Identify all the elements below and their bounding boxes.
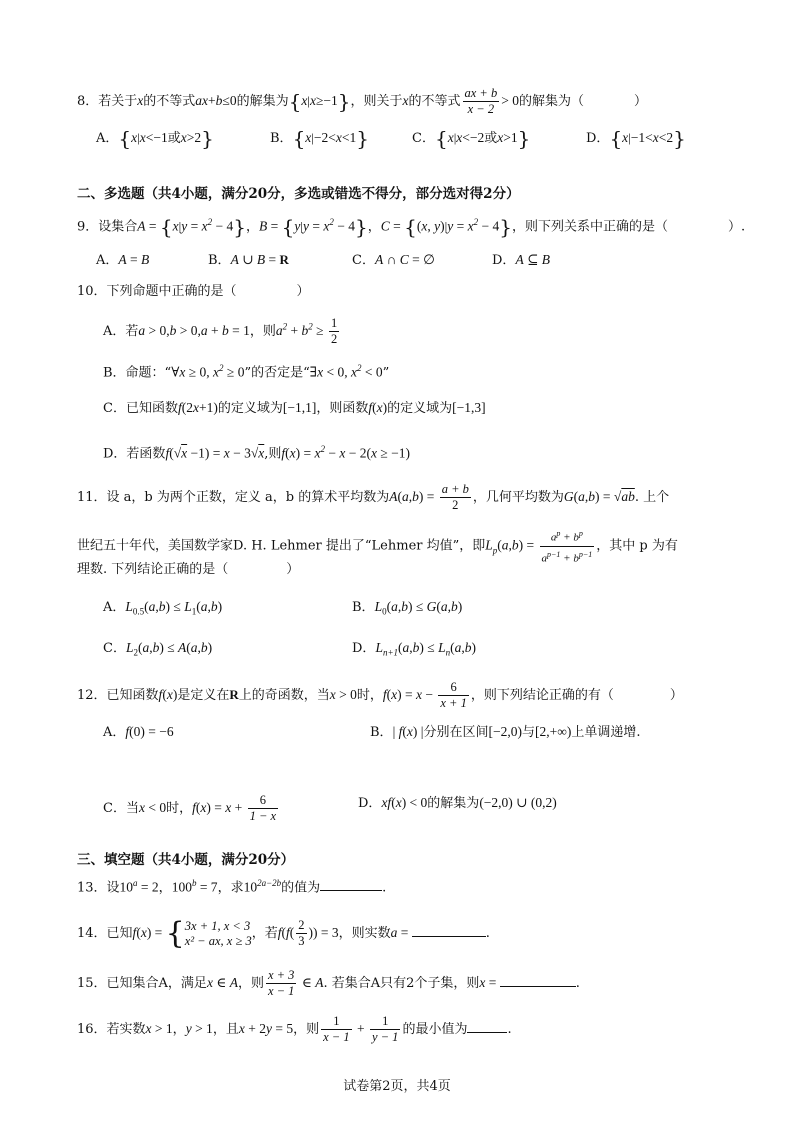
q10-option-a[interactable]: A．若a > 0,b > 0,a + b = 1，则$a^2 + b^2$ ≥ $\frac{1}{2}$: [103, 316, 338, 346]
q9-option-c[interactable]: C．A ∩ C = ∅: [352, 252, 435, 268]
q8-fraction: $\frac{ax + b}{x - 2}$: [464, 86, 498, 116]
q10-stem: 10．下列命题中正确的是（ ）: [77, 284, 310, 299]
q12-option-b[interactable]: B．| f(x) |分别在区间[−2,0)与[2,+∞)上单调递增.: [370, 724, 641, 740]
q12-option-d[interactable]: D．xf(x) < 0的解集为(−2,0) ∪ (0,2): [358, 795, 557, 811]
q11-option-d[interactable]: D．$L_{n+1}(a,b) \le L_n(a,b)$: [352, 640, 476, 658]
q9-option-d[interactable]: D．A ⊆ B: [492, 252, 550, 268]
q15-stem: 15．已知集合A，满足x ∈ A，则 $\frac{x + 3}{x - 1}$ ∈ A. 若集合A只有2个子集，则x = .: [77, 968, 580, 998]
q9-stem: 9．设集合$A = \{x|y = x^2 - 4\}$，$B = \{y|y = x^2 - 4\}$，C = {(x, $y)|y = x^2 - 4$}，则下列关系中正确的是（ ）.: [77, 214, 746, 239]
q10-option-b[interactable]: B．命题：“∀x ≥ 0, $x^2 \ge 0$”的否定是“∃x < 0, $x^2 < 0$”: [103, 363, 390, 381]
q12-stem: 12．已知函数f(x)是定义在R上的奇函数，当x > 0时，f(x) = x − $\frac{6}{x + 1}$ ，则下列结论正确的有（ ）: [77, 680, 683, 710]
q13-answer-blank[interactable]: [320, 876, 382, 891]
section-3-title: 三、填空题（共4小题，满分20分）: [77, 852, 295, 868]
q8-option-c[interactable]: C．{x|x<−2或x>1}: [412, 126, 531, 151]
q11-line-3: 理数. 下列结论正确的是（ ）: [77, 562, 300, 577]
q12-option-c[interactable]: C．当x < 0时，f(x) = x + $\frac{6}{1 - x}$: [103, 793, 277, 823]
q8-lead: 8．若关于: [77, 94, 138, 109]
q16-stem: 16．若实数x > 1，y > 1，且x + 2y = 5，则 $\frac{1}{x - 1}$ + $\frac{1}{y - 1}$ 的最小值为 .: [77, 1014, 512, 1044]
q8-option-b[interactable]: B．{x|−2<x<1}: [270, 126, 369, 151]
q14-stem: 14．已知f(x) = { 3x + 1, x < 3 x² − ax, x ≥ 3 ，若f(f( $\frac{2}{3}$ )) = 3，则实数a = .: [77, 915, 490, 951]
page-footer: 试卷第2页，共4页: [343, 1079, 451, 1094]
q9-option-a[interactable]: A．A = B: [96, 252, 150, 268]
q15-answer-blank[interactable]: [500, 972, 576, 987]
q8-option-d[interactable]: D．{x|−1<x<2}: [586, 126, 686, 151]
q11-line-1: 11．设 a，b 为两个正数，定义 a，b 的算术平均数为A(a,b) = $\frac{a + b}{2}$ ，几何平均数为G(a,b) = √ab. 上个: [77, 482, 670, 512]
q12-option-a[interactable]: A．f(0) = −6: [103, 724, 174, 740]
q10-option-c[interactable]: C．已知函数f(2x+1)的定义域为[−1,1]，则函数f(x)的定义域为[−1,3]: [103, 400, 486, 416]
q16-answer-blank[interactable]: [467, 1018, 507, 1033]
section-2-title: 二、多选题（共4小题，满分20分，多选或错选不得分，部分选对得2分）: [77, 186, 520, 202]
q14-answer-blank[interactable]: [412, 922, 486, 937]
q11-option-c[interactable]: C．$L_2(a,b) \le A(a,b)$: [103, 640, 213, 658]
q11-option-a[interactable]: A．$L_{0.5}(a,b) \le L_1(a,b)$: [103, 599, 223, 617]
q10-option-d[interactable]: D．若函数f(√x −1) = x − 3√x,则$f(x) = x^2 - x - 2(x \ge -1)$: [103, 444, 411, 462]
q11-line-2: 世纪五十年代，美国数学家D. H. Lehmer 提出了“Lehmer 均值”，即$L_p(a,b)$ = $\frac{a^p + b^p}{a^{p-1} + b^{p-1}}$ ，其中 p 为有: [77, 526, 678, 566]
q13-stem: 13．设$10^a = 2$，$100^b = 7$，求$10^{2a-2b}$的值为 .: [77, 878, 387, 896]
q8-stem: 8．若关于x的不等式ax+b≤0的解集为{x|x≥−1}，则关于x的不等式 $\frac{ax + b}{x - 2}$ > 0的解集为（ ）: [77, 86, 648, 116]
q11-option-b[interactable]: B．$L_0(a,b) \le G(a,b)$: [352, 599, 463, 617]
q8-option-a[interactable]: A．{x|x<−1或x>2}: [96, 126, 214, 151]
q9-option-b[interactable]: B．A ∪ B = R: [208, 252, 289, 268]
